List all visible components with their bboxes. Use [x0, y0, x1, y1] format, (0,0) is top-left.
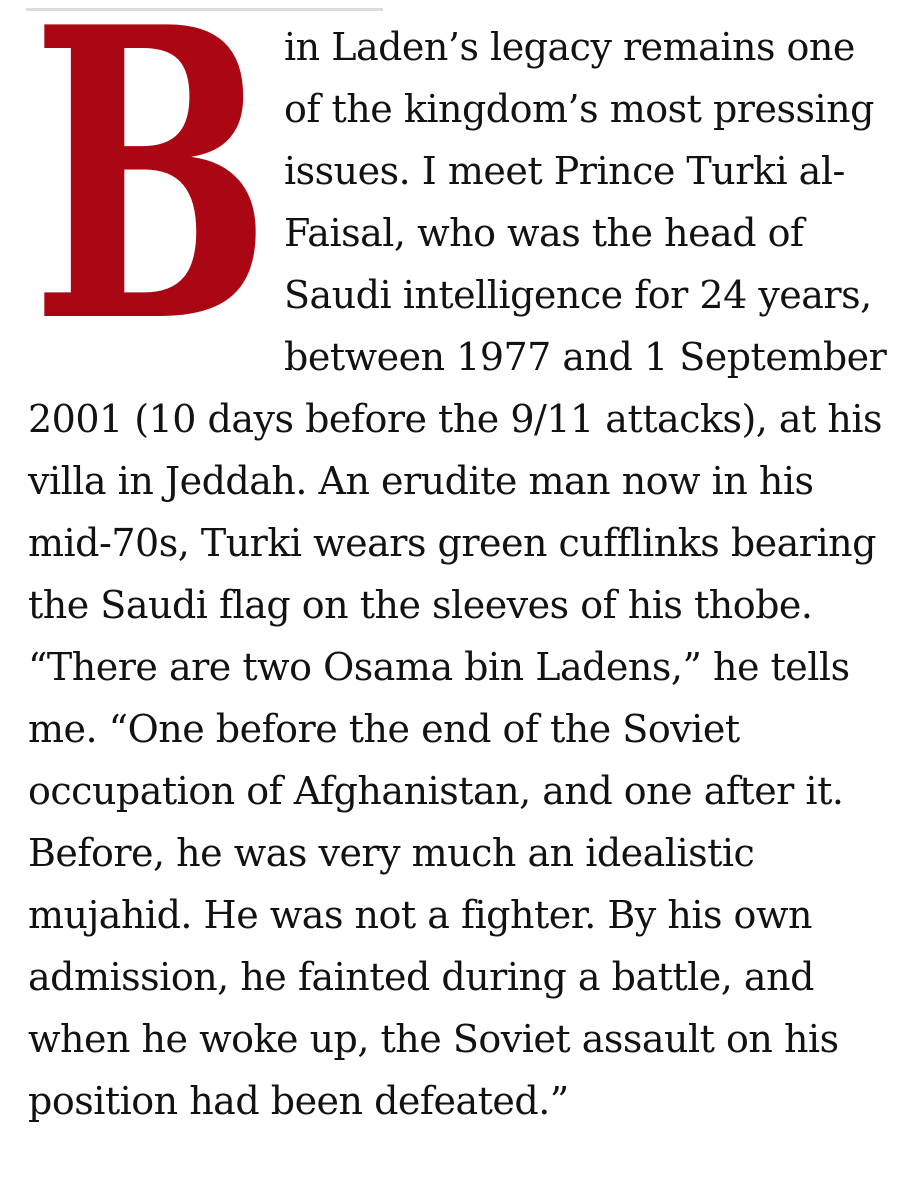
drop-cap-glyph: B — [31, 0, 271, 411]
paragraph-text: in Laden’s legacy remains one of the kingdom’s most pressing issues. I meet Prince Turki al-Faisal, who was the head of Saudi intelligence for 24 years, between 1977 and 1 September 2001 (10 days before the 9/11 attacks), at his villa in Jeddah. An erudite man now in his mid-70s, Turki wears green cufflinks bearing the Saudi flag on the sleeves of his thobe. “There are two Osama bin Ladens,” he tells me. “One before the end of the Soviet occupation of Afghanistan, and one after it. Before, he was very much an idealistic mujahid. He was not a fighter. By his own admission, he fainted during a battle, and when he woke up, the Soviet assault on his position had been defeated.” — [28, 25, 898, 1123]
article-body — [28, 0, 900, 1132]
drop-cap-letter — [28, 0, 274, 411]
drop-cap — [28, 0, 274, 411]
